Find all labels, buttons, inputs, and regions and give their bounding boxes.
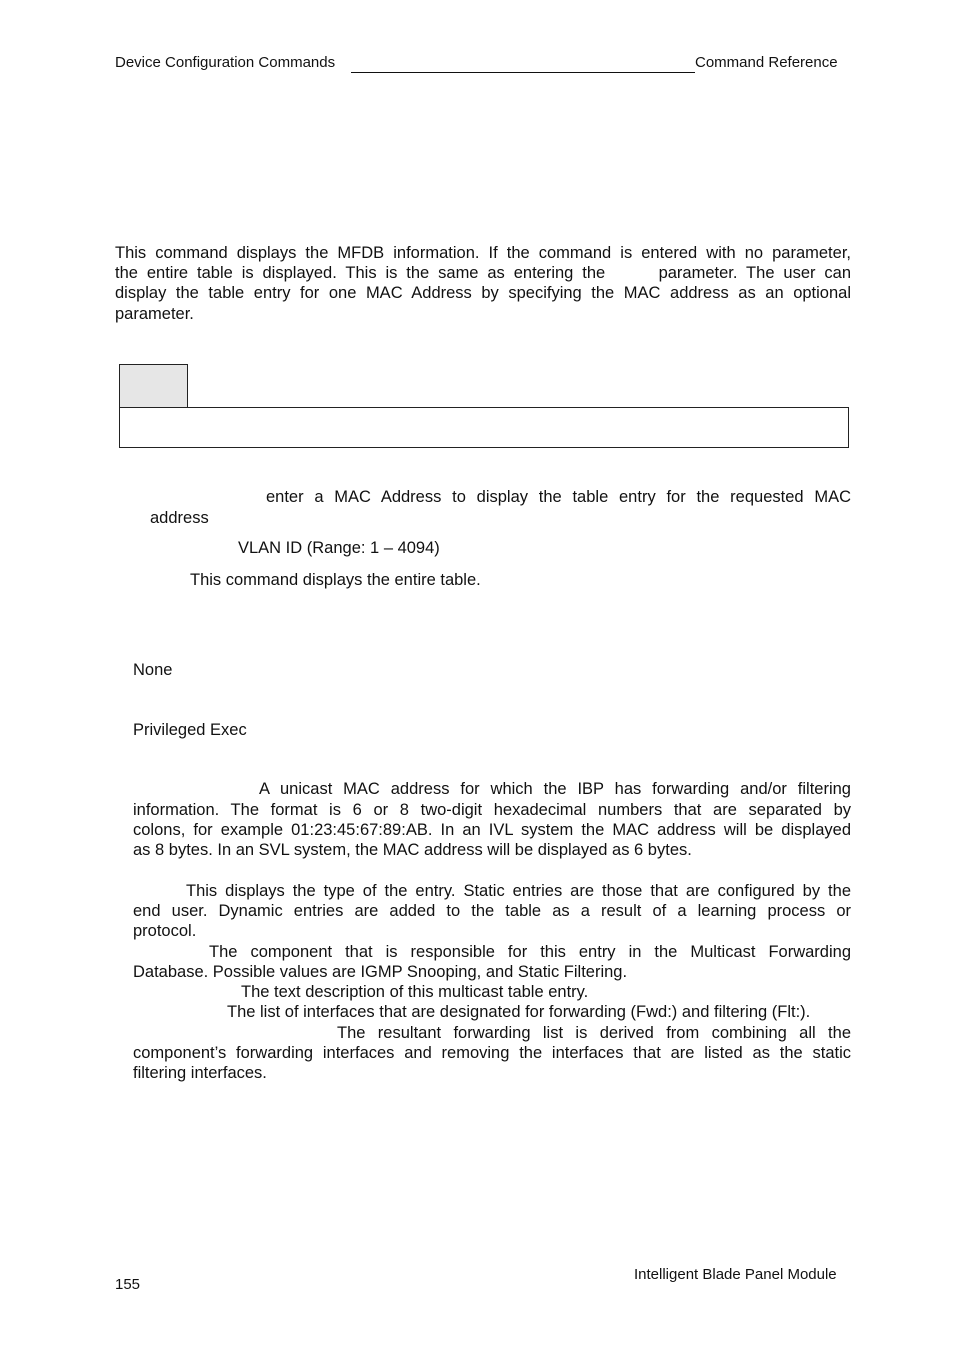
header-right: Command Reference (695, 54, 838, 71)
param-mac-line-2: address (150, 509, 209, 527)
component-desc-line-2: Database. Possible values are IGMP Snooping, and Static Filtering. (133, 963, 628, 981)
description-desc: The text description of this multicast table entry. (241, 983, 589, 1001)
header-rule (351, 72, 695, 73)
param-mac (266, 487, 851, 507)
mac-desc-line-2: information. The format is 6 or 8 two-digit hexadecimal numbers that are separated by (133, 801, 851, 819)
intro-paragraph (115, 243, 851, 324)
command-mode: Privileged Exec (133, 721, 247, 739)
mac-desc-rest (133, 800, 851, 861)
syntax-box (119, 407, 849, 448)
component-desc-first (209, 942, 851, 962)
default-value: None (133, 661, 173, 679)
type-desc-line-3: protocol. (133, 922, 197, 941)
type-desc-line-2: end user. Dynamic entries are added to the table as a result of a learning process or (133, 902, 851, 920)
forwarding-desc-line-1: The resultant forwarding list is derived from combining all the (337, 1024, 851, 1042)
param-mac-line-1: enter a MAC Address to display the table entry for the requested MAC (266, 488, 851, 506)
forwarding-desc-first (337, 1023, 851, 1043)
type-desc-line-1: This displays the type of the entry. Static entries are those that are configured by the (186, 882, 851, 900)
forwarding-desc-line-3: filtering interfaces. (133, 1064, 267, 1083)
param-all: This command displays the entire table. (190, 571, 481, 589)
type-desc-rest (133, 901, 851, 941)
page-number: 155 (115, 1276, 141, 1293)
mac-desc-line-1: A unicast MAC address for which the IBP has forwarding and/or filtering (259, 780, 851, 798)
forwarding-desc-rest (133, 1043, 851, 1083)
param-vlan: VLAN ID (Range: 1 – 4094) (238, 539, 440, 557)
interfaces-desc: The list of interfaces that are designated for forwarding (Fwd:) and filtering (Flt:). (227, 1003, 811, 1021)
intro-line-2: the entire table is displayed. This is the same as entering the parameter. The user can (115, 264, 851, 283)
mac-desc-line-4: as 8 bytes. In an SVL system, the MAC address will be displayed as 6 bytes. (133, 841, 692, 860)
component-desc-line-1: The component that is responsible for this entry in the Multicast Forwarding (209, 943, 851, 961)
syntax-tab (119, 364, 188, 408)
header-left: Device Configuration Commands (115, 54, 336, 71)
mac-desc-first (259, 779, 851, 799)
footer-title: Intelligent Blade Panel Module (634, 1266, 837, 1283)
intro-line-1: This command displays the MFDB information. If the command is entered with no parameter, (115, 244, 851, 262)
forwarding-desc-line-2: component’s forwarding interfaces and removing the interfaces that are listed as the static (133, 1044, 851, 1062)
mac-desc-line-3: colons, for example 01:23:45:67:89:AB. In an IVL system the MAC address will be displayed (133, 821, 851, 840)
type-desc-first (186, 881, 851, 901)
intro-line-4: parameter. (115, 304, 194, 323)
intro-line-3: display the table entry for one MAC Address by specifying the MAC address as an optional (115, 284, 851, 303)
